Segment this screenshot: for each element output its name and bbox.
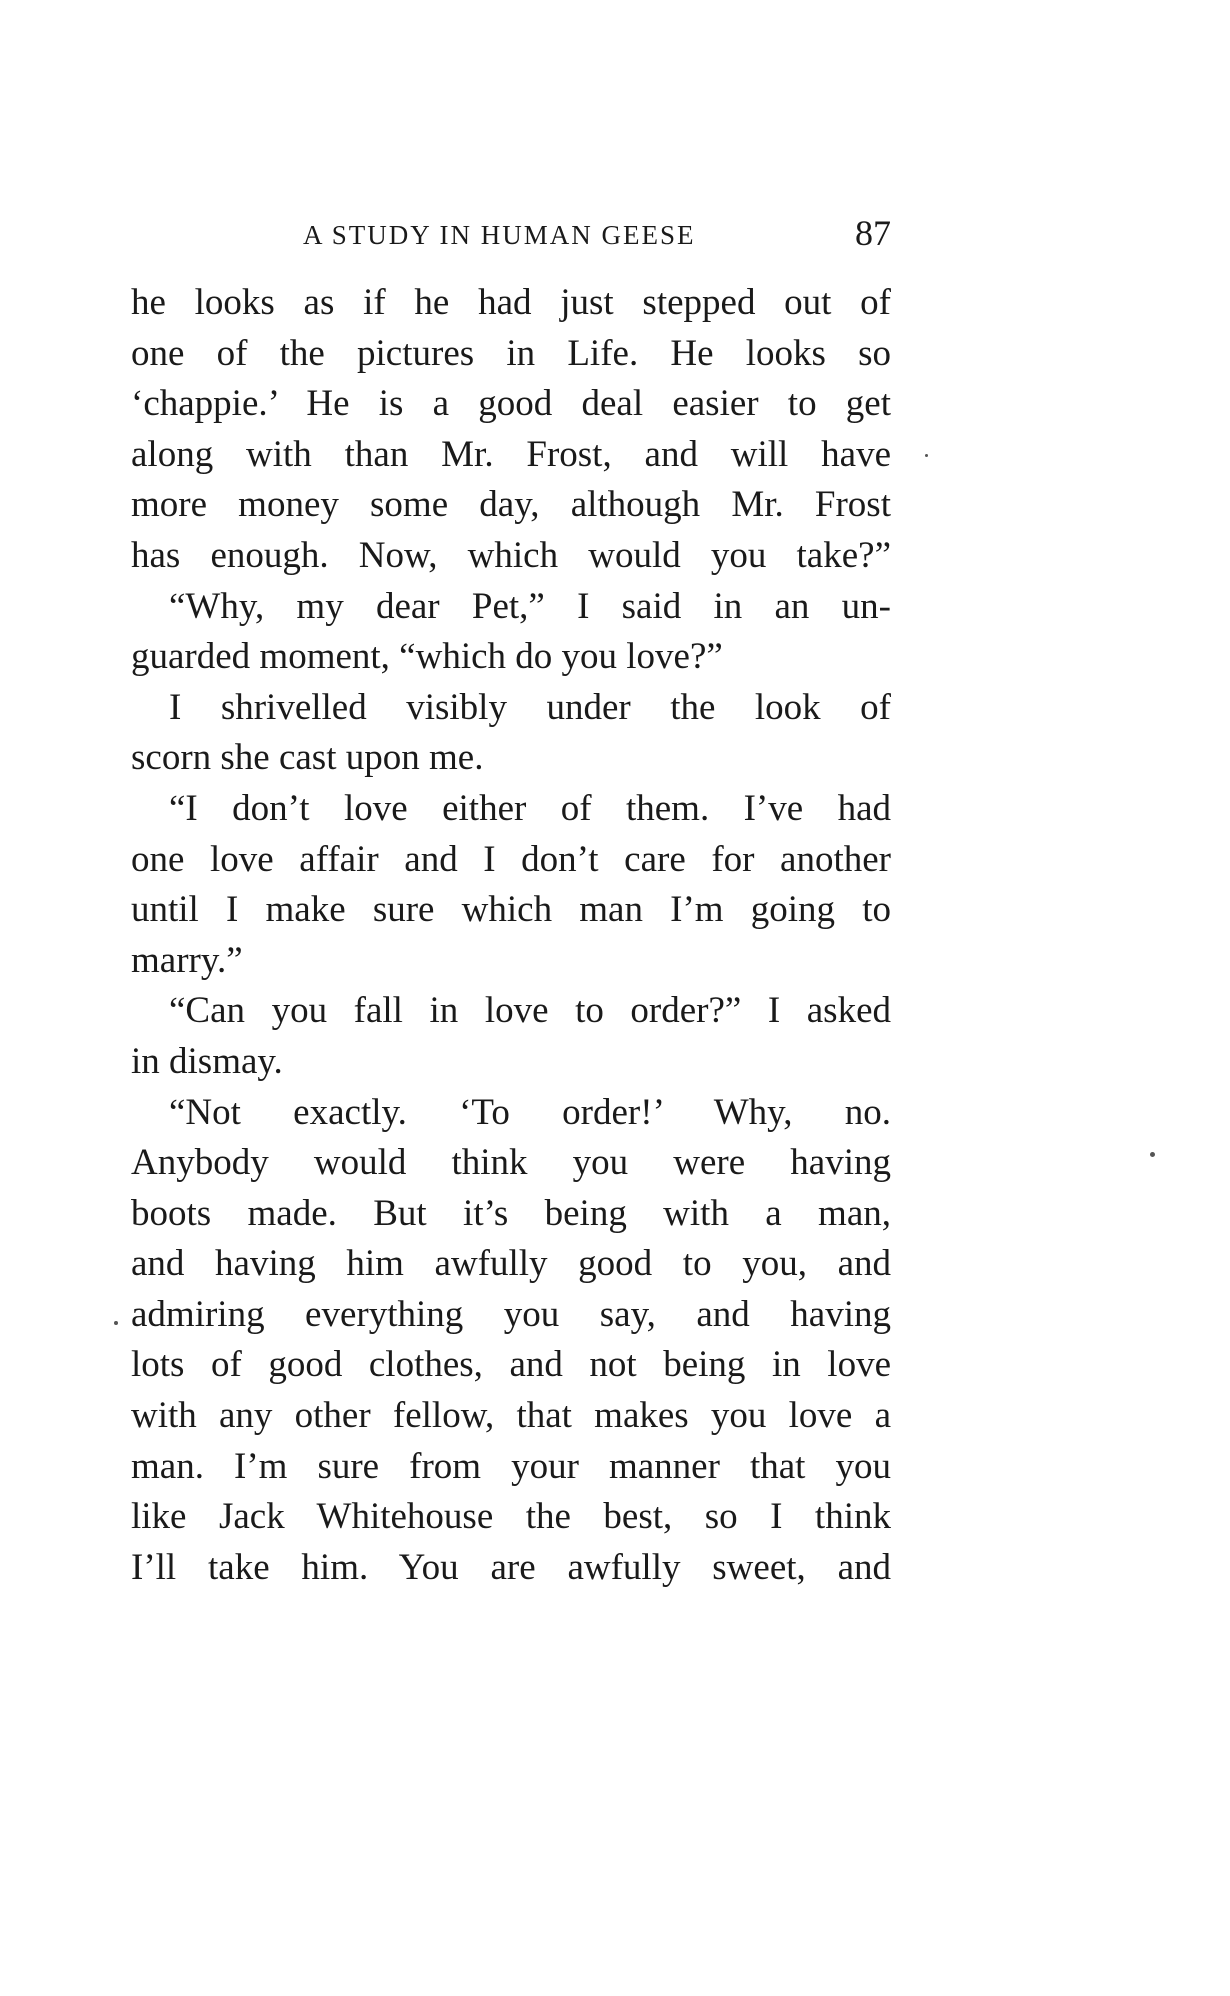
text-line: until I make sure which man I’m going to <box>131 889 891 931</box>
text-line: man. I’m sure from your manner that you <box>131 1445 891 1487</box>
text-line: admiring everything you say, and having <box>131 1293 891 1335</box>
text-line: I shrivelled visibly under the look of <box>169 686 891 728</box>
text-line: I’ll take him. You are awfully sweet, and <box>131 1546 891 1588</box>
page-speck <box>925 454 928 457</box>
text-line: “Not exactly. ‘To order!’ Why, no. <box>169 1091 891 1133</box>
text-line: and having him awfully good to you, and <box>131 1243 891 1285</box>
text-line: “Why, my dear Pet,” I said in an un- <box>169 585 891 627</box>
text-line: boots made. But it’s being with a man, <box>131 1192 891 1234</box>
running-title: A STUDY IN HUMAN GEESE <box>303 220 696 250</box>
text-line: in dismay. <box>131 1040 283 1082</box>
running-head <box>131 212 891 256</box>
text-line: ‘chappie.’ He is a good deal easier to get <box>131 383 891 425</box>
text-line: Anybody would think you were having <box>131 1142 891 1184</box>
page-number: 87 <box>855 213 891 253</box>
text-line: more money some day, although Mr. Frost <box>131 484 891 526</box>
text-line: “I don’t love either of them. I’ve had <box>169 787 891 829</box>
text-line: has enough. Now, which would you take?” <box>131 534 891 576</box>
body-text <box>131 278 891 1593</box>
text-line: guarded moment, “which do you love?” <box>131 636 723 678</box>
text-line: one of the pictures in Life. He looks so <box>131 332 891 374</box>
text-line: lots of good clothes, and not being in love <box>131 1344 891 1386</box>
text-line: with any other fellow, that makes you love a <box>131 1395 891 1437</box>
text-line: “Can you fall in love to order?” I asked <box>169 990 891 1032</box>
text-line: marry.” <box>131 939 243 981</box>
text-line: along with than Mr. Frost, and will have <box>131 433 891 475</box>
page-speck <box>114 1321 118 1325</box>
text-line: he looks as if he had just stepped out of <box>131 282 891 323</box>
text-line: like Jack Whitehouse the best, so I think <box>131 1496 891 1538</box>
text-line: scorn she cast upon me. <box>131 737 484 779</box>
text-line: one love affair and I don’t care for another <box>131 838 891 880</box>
page-speck <box>1150 1152 1155 1157</box>
